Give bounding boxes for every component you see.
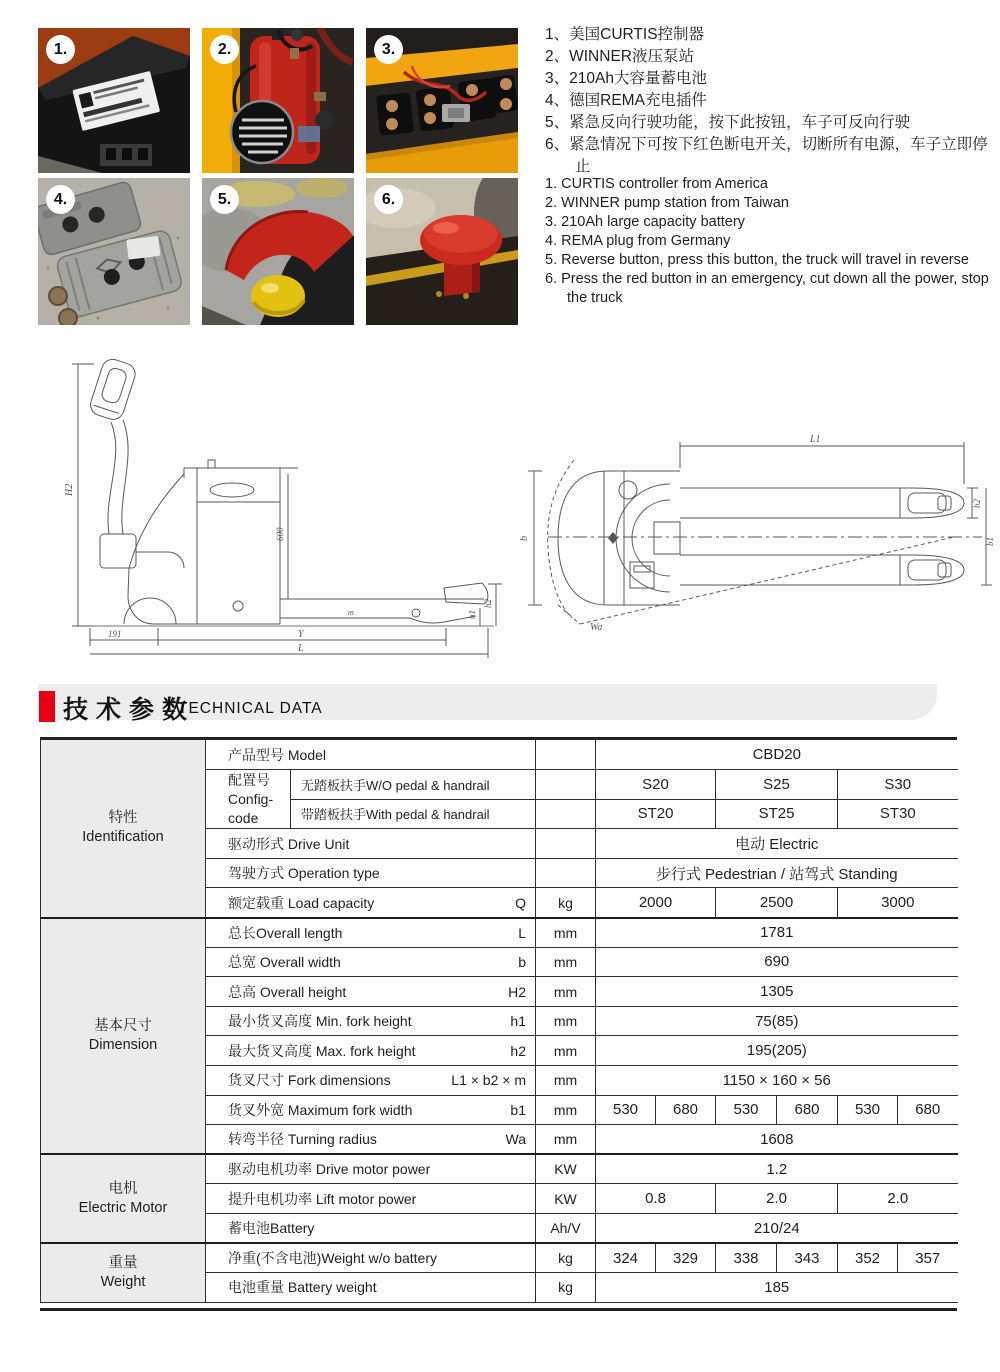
features-en <box>545 175 1000 308</box>
technical-data-table-frame <box>40 737 957 1311</box>
unit-cell <box>536 740 596 770</box>
spec-label-cell: 额定载重 Load capacity Q <box>206 888 536 918</box>
svg-text:191: 191 <box>108 629 122 639</box>
technical-data-table-body <box>41 740 958 1302</box>
spec-label-cell: 净重(不含电池)Weight w/o battery <box>206 1243 536 1273</box>
value-cell: 1150 × 160 × 56 <box>596 1066 958 1096</box>
photo-reverse-button <box>202 178 354 325</box>
value-cell: 324 <box>596 1243 656 1273</box>
value-cell: 680 <box>777 1095 838 1125</box>
svg-text:b2: b2 <box>972 499 982 508</box>
value-cell: 352 <box>838 1243 898 1273</box>
value-cell: 690 <box>596 947 958 977</box>
value-cell: 195(205) <box>596 1036 958 1066</box>
value-cell: S30 <box>838 770 958 800</box>
table-category-cell: 基本尺寸 Dimension <box>41 918 206 1155</box>
svg-text:Y: Y <box>298 629 304 640</box>
spec-label-cell: 驾驶方式 Operation type <box>206 858 536 888</box>
table-row <box>41 1243 958 1273</box>
unit-cell: Ah/V <box>536 1214 596 1244</box>
svg-text:h1: h1 <box>467 610 477 619</box>
value-cell: 电动 Electric <box>596 829 958 859</box>
unit-cell <box>536 799 596 829</box>
section-title-cn: 技术参数 <box>63 696 196 724</box>
unit-cell: mm <box>536 918 596 948</box>
value-cell: 1608 <box>596 1125 958 1155</box>
value-cell: 1781 <box>596 918 958 948</box>
value-cell: 步行式 Pedestrian / 站驾式 Standing <box>596 858 958 888</box>
svg-text:b: b <box>519 536 530 541</box>
svg-text:Wa: Wa <box>590 622 603 633</box>
value-cell: 530 <box>596 1095 656 1125</box>
feature-item: 6、紧急情况下可按下红色断电开关，切断所有电源，车子立即停止 <box>545 136 988 175</box>
spec-label-cell: 产品型号 Model <box>206 740 536 770</box>
photo-number-badge: 1. <box>46 35 75 64</box>
value-cell: ST25 <box>716 799 838 829</box>
photo-rema-plug <box>38 178 190 325</box>
feature-item: 1. CURTIS controller from America <box>545 176 768 192</box>
svg-text:L: L <box>298 643 304 654</box>
unit-cell: mm <box>536 1125 596 1155</box>
value-cell: 530 <box>716 1095 777 1125</box>
value-cell: 343 <box>777 1243 838 1273</box>
unit-cell: mm <box>536 1036 596 1066</box>
value-cell: 210/24 <box>596 1214 958 1244</box>
spec-label-cell: 总长Overall length L <box>206 918 536 948</box>
spec-label-cell: 驱动形式 Drive Unit <box>206 829 536 859</box>
top-view-svg <box>512 428 997 668</box>
red-accent-block <box>39 691 55 722</box>
config-code-cell: 配置号 Config-code <box>206 770 291 829</box>
feature-item: 4. REMA plug from Germany <box>545 233 731 249</box>
value-cell: 2500 <box>716 888 838 918</box>
side-view-drawing <box>32 356 502 661</box>
unit-cell <box>536 858 596 888</box>
spec-label-cell: 提升电机功率 Lift motor power <box>206 1184 536 1214</box>
feature-item: 3、210Ah大容量蓄电池 <box>545 70 707 87</box>
photo-battery-compartment <box>366 28 518 173</box>
value-cell: 530 <box>838 1095 898 1125</box>
unit-cell <box>536 829 596 859</box>
table-row <box>41 740 958 770</box>
svg-text:600: 600 <box>275 527 285 541</box>
spec-label-cell: 总高 Overall height H2 <box>206 977 536 1007</box>
photo-emergency-stop <box>366 178 518 325</box>
photo-pump-station <box>202 28 354 173</box>
section-title-en: TECHNICAL DATA <box>178 700 323 717</box>
value-cell: 1.2 <box>596 1154 958 1184</box>
feature-item: 5. Reverse button, press this button, the truck will travel in reverse <box>545 252 969 268</box>
unit-cell: kg <box>536 1273 596 1303</box>
feature-item: 2. WINNER pump station from Taiwan <box>545 195 789 211</box>
spec-label-cell: 货叉尺寸 Fork dimensions L1 × b2 × m <box>206 1066 536 1096</box>
unit-cell: mm <box>536 1006 596 1036</box>
features-cn <box>545 24 1000 178</box>
value-cell: CBD20 <box>596 740 958 770</box>
unit-cell: mm <box>536 947 596 977</box>
svg-text:b1: b1 <box>985 537 995 546</box>
table-category-cell: 重量 Weight <box>41 1243 206 1302</box>
value-cell: 2.0 <box>716 1184 838 1214</box>
table-row <box>41 1154 958 1184</box>
side-view-svg <box>32 356 502 661</box>
unit-cell: mm <box>536 977 596 1007</box>
svg-text:m: m <box>348 608 354 617</box>
photo-number-badge: 5. <box>210 185 239 214</box>
photo-number-badge: 6. <box>374 185 403 214</box>
feature-item: 3. 210Ah large capacity battery <box>545 214 745 230</box>
value-cell: ST20 <box>596 799 716 829</box>
value-cell: S25 <box>716 770 838 800</box>
spec-label-cell: 最小货叉高度 Min. fork height h1 <box>206 1006 536 1036</box>
value-cell: S20 <box>596 770 716 800</box>
value-cell: 0.8 <box>596 1184 716 1214</box>
unit-cell: mm <box>536 1095 596 1125</box>
feature-item: 1、美国CURTIS控制器 <box>545 26 705 43</box>
value-cell: 1305 <box>596 977 958 1007</box>
value-cell: 338 <box>716 1243 777 1273</box>
photo-number-badge: 4. <box>46 185 75 214</box>
spec-label-cell: 转弯半径 Turning radius Wa <box>206 1125 536 1155</box>
config-variant-cell: 无踏板扶手W/O pedal & handrail <box>291 770 536 800</box>
spec-label-cell: 驱动电机功率 Drive motor power <box>206 1154 536 1184</box>
photo-number-badge: 3. <box>374 35 403 64</box>
value-cell: 680 <box>898 1095 958 1125</box>
table-category-cell: 特性 Identification <box>41 740 206 918</box>
value-cell: 357 <box>898 1243 958 1273</box>
value-cell: ST30 <box>838 799 958 829</box>
value-cell: 329 <box>656 1243 716 1273</box>
feature-item: 2、WINNER液压泵站 <box>545 48 694 65</box>
svg-text:h2: h2 <box>483 599 493 608</box>
technical-data-table <box>40 740 958 1303</box>
photo-curtis-controller <box>38 28 190 173</box>
unit-cell: kg <box>536 888 596 918</box>
top-view-drawing <box>512 428 997 668</box>
spec-label-cell: 电池重量 Battery weight <box>206 1273 536 1303</box>
table-row <box>41 918 958 948</box>
unit-cell: mm <box>536 1066 596 1096</box>
feature-item: 5、紧急反向行驶功能，按下此按钮，车子可反向行驶 <box>545 114 911 131</box>
unit-cell: kg <box>536 1243 596 1273</box>
value-cell: 75(85) <box>596 1006 958 1036</box>
value-cell: 680 <box>656 1095 716 1125</box>
unit-cell: KW <box>536 1154 596 1184</box>
feature-item: 6. Press the red button in an emergency, cut down all the power, stop the truck <box>545 271 989 306</box>
unit-cell <box>536 770 596 800</box>
feature-item: 4、德国REMA充电插件 <box>545 92 707 109</box>
spec-label-cell: 总宽 Overall width b <box>206 947 536 977</box>
value-cell: 185 <box>596 1273 958 1303</box>
photo-number-badge: 2. <box>210 35 239 64</box>
value-cell: 2.0 <box>838 1184 958 1214</box>
value-cell: 3000 <box>838 888 958 918</box>
svg-text:L1: L1 <box>810 434 821 445</box>
unit-cell: KW <box>536 1184 596 1214</box>
spec-label-cell: 最大货叉高度 Max. fork height h2 <box>206 1036 536 1066</box>
spec-label-cell: 货叉外宽 Maximum fork width b1 <box>206 1095 536 1125</box>
value-cell: 2000 <box>596 888 716 918</box>
spec-label-cell: 蓄电池Battery <box>206 1214 536 1244</box>
table-category-cell: 电机 Electric Motor <box>41 1154 206 1243</box>
config-variant-cell: 带踏板扶手With pedal & handrail <box>291 799 536 829</box>
svg-text:H2: H2 <box>64 483 75 496</box>
